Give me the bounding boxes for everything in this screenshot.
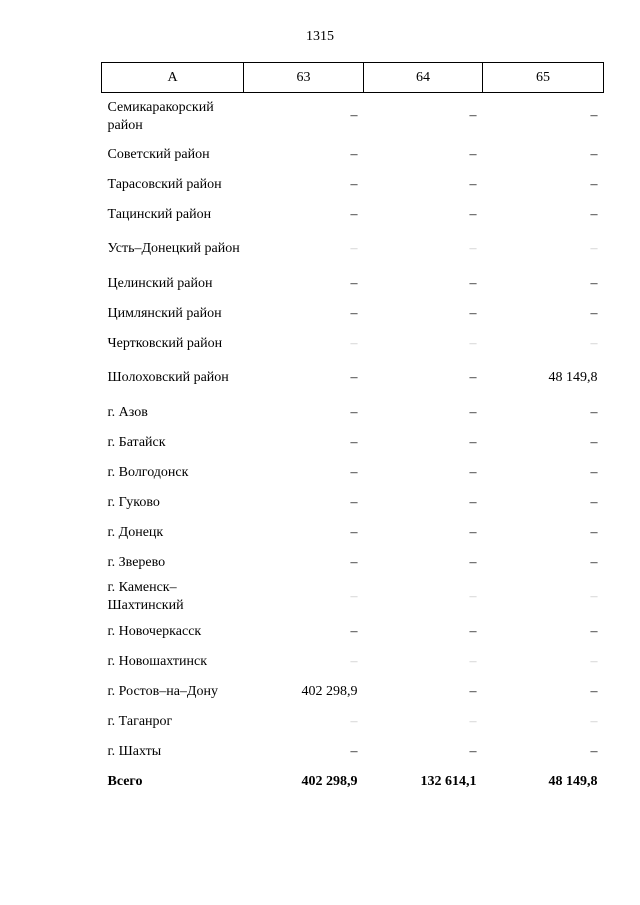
table-row <box>102 140 604 170</box>
row-name: Целинский район <box>107 275 213 291</box>
value-cell: – <box>469 370 477 385</box>
value-cell: – <box>469 589 477 604</box>
table-row <box>102 329 604 359</box>
value-cell: – <box>469 146 477 162</box>
value-cell: – <box>350 305 358 321</box>
row-name: Тацинский район <box>107 206 212 222</box>
value-cell: – <box>590 241 598 256</box>
value-cell: – <box>590 653 598 669</box>
table-row <box>102 170 604 200</box>
header-cell: 63 <box>244 63 364 93</box>
value-cell: – <box>590 524 598 540</box>
row-name: Тарасовский район <box>107 176 222 192</box>
value-cell: – <box>350 623 358 639</box>
value-cell: – <box>469 404 477 420</box>
value-cell: – <box>469 683 477 699</box>
row-name: г. Каменск–Шахтинский <box>107 580 184 613</box>
value-cell: – <box>350 653 358 669</box>
value-cell: – <box>590 623 598 639</box>
row-name: г. Ростов–на–Дону <box>107 683 218 699</box>
page-number: 1315 <box>306 29 334 44</box>
value-cell: – <box>469 524 477 540</box>
value-cell: 48 149,8 <box>548 370 598 385</box>
table-row <box>102 359 604 398</box>
value-cell: – <box>590 108 598 124</box>
value-cell: – <box>469 434 477 450</box>
table-row <box>102 299 604 329</box>
table-row <box>102 398 604 428</box>
value-cell: – <box>350 713 358 729</box>
row-name: г. Новочеркасск <box>107 623 202 639</box>
value-cell: – <box>590 404 598 420</box>
value-cell: – <box>590 683 598 699</box>
value-cell: – <box>590 743 598 759</box>
total-label: Всего <box>107 774 143 789</box>
table-row <box>102 518 604 548</box>
value-cell: – <box>469 743 477 759</box>
row-name: г. Новошахтинск <box>107 653 208 669</box>
table-row <box>102 707 604 737</box>
table-row <box>102 428 604 458</box>
value-cell: – <box>350 524 358 540</box>
value-cell: – <box>469 494 477 510</box>
row-name: г. Азов <box>107 404 148 420</box>
table-row <box>102 677 604 707</box>
table-row <box>102 488 604 518</box>
value-cell: – <box>590 434 598 450</box>
value-cell: – <box>350 146 358 162</box>
value-cell: – <box>350 206 358 222</box>
row-name: Семикаракорский район <box>107 100 214 133</box>
header-cell: 64 <box>364 63 483 93</box>
table-row <box>102 548 604 578</box>
value-cell: 402 298,9 <box>301 683 358 699</box>
value-cell: – <box>590 305 598 321</box>
row-name: г. Зверево <box>107 554 166 570</box>
total-row <box>102 767 604 798</box>
total-value: 48 149,8 <box>548 774 598 789</box>
row-name: г. Батайск <box>107 434 166 450</box>
row-name: г. Донецк <box>107 524 164 540</box>
value-cell: – <box>350 108 358 124</box>
row-name: г. Волгодонск <box>107 464 189 480</box>
row-name: Цимлянский район <box>107 305 222 321</box>
row-name: Советский район <box>107 146 210 162</box>
value-cell: – <box>469 464 477 480</box>
value-cell: – <box>590 713 598 729</box>
value-cell: – <box>469 176 477 192</box>
value-cell: – <box>350 434 358 450</box>
table-row <box>102 578 604 617</box>
header-row <box>102 63 604 93</box>
total-value: 132 614,1 <box>420 774 477 789</box>
value-cell: – <box>350 494 358 510</box>
header-cell: 65 <box>483 63 604 93</box>
value-cell: – <box>469 623 477 639</box>
value-cell: – <box>350 176 358 192</box>
value-cell: – <box>350 404 358 420</box>
table-row <box>102 269 604 299</box>
value-cell: – <box>469 206 477 222</box>
value-cell: – <box>469 653 477 669</box>
data-table <box>101 62 604 798</box>
value-cell: – <box>469 108 477 124</box>
value-cell: – <box>469 554 477 570</box>
value-cell: – <box>350 275 358 291</box>
table-row <box>102 458 604 488</box>
value-cell: – <box>350 464 358 480</box>
value-cell: – <box>590 146 598 162</box>
total-value: 402 298,9 <box>301 774 358 789</box>
value-cell: – <box>469 241 477 256</box>
row-name: Чертковский район <box>107 335 223 351</box>
value-cell: – <box>350 370 358 385</box>
value-cell: – <box>350 554 358 570</box>
row-name: г. Шахты <box>107 743 162 759</box>
value-cell: – <box>350 743 358 759</box>
value-cell: – <box>590 176 598 192</box>
table-row <box>102 737 604 767</box>
value-cell: – <box>590 275 598 291</box>
table-row <box>102 647 604 677</box>
table-row <box>102 200 604 230</box>
row-name: г. Таганрог <box>107 713 173 729</box>
header-cell: А <box>102 63 244 93</box>
value-cell: – <box>350 335 358 351</box>
value-cell: – <box>590 494 598 510</box>
value-cell: – <box>590 554 598 570</box>
value-cell: – <box>350 589 358 604</box>
value-cell: – <box>590 589 598 604</box>
value-cell: – <box>469 275 477 291</box>
row-name: Усть–Донецкий район <box>107 241 240 256</box>
value-cell: – <box>590 464 598 480</box>
value-cell: – <box>469 335 477 351</box>
table-row <box>102 93 604 140</box>
value-cell: – <box>350 241 358 256</box>
value-cell: – <box>469 713 477 729</box>
value-cell: – <box>590 206 598 222</box>
table-row <box>102 230 604 269</box>
row-name: г. Гуково <box>107 494 160 510</box>
value-cell: – <box>469 305 477 321</box>
value-cell: – <box>590 335 598 351</box>
table-row <box>102 617 604 647</box>
row-name: Шолоховский район <box>107 370 229 385</box>
